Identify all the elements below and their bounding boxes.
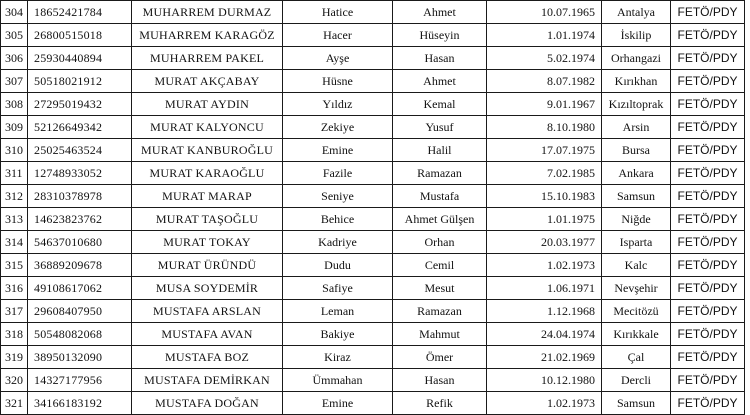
father-name-cell: Halil — [393, 139, 487, 162]
full-name-cell: MURAT KANBUROĞLU — [132, 139, 283, 162]
mother-name-cell: Fazile — [283, 162, 393, 185]
mother-name-cell: Yıldız — [283, 93, 393, 116]
full-name-cell: MURAT TAŞOĞLU — [132, 208, 283, 231]
birth-date-cell: 8.07.1982 — [487, 70, 602, 93]
row-number-cell: 309 — [1, 116, 28, 139]
mother-name-cell: Zekiye — [283, 116, 393, 139]
full-name-cell: MURAT MARAP — [132, 185, 283, 208]
id-number-cell: 12748933052 — [28, 162, 132, 185]
table-row — [1, 346, 745, 369]
table-row — [1, 208, 745, 231]
organization-cell: FETÖ/PDY — [671, 162, 745, 185]
birth-date-cell: 1.12.1968 — [487, 300, 602, 323]
birth-date-cell: 8.10.1980 — [487, 116, 602, 139]
full-name-cell: MUSTAFA AVAN — [132, 323, 283, 346]
birth-date-cell: 1.01.1974 — [487, 24, 602, 47]
organization-cell: FETÖ/PDY — [671, 24, 745, 47]
organization-cell: FETÖ/PDY — [671, 369, 745, 392]
father-name-cell: Hüseyin — [393, 24, 487, 47]
full-name-cell: MURAT KALYONCU — [132, 116, 283, 139]
father-name-cell: Ramazan — [393, 162, 487, 185]
organization-cell: FETÖ/PDY — [671, 185, 745, 208]
birth-place-cell: Niğde — [602, 208, 671, 231]
mother-name-cell: Ayşe — [283, 47, 393, 70]
birth-place-cell: Samsun — [602, 392, 671, 415]
table-row — [1, 70, 745, 93]
id-number-cell: 26800515018 — [28, 24, 132, 47]
father-name-cell: Ahmet Gülşen — [393, 208, 487, 231]
father-name-cell: Kemal — [393, 93, 487, 116]
table-row — [1, 231, 745, 254]
birth-date-cell: 10.12.1980 — [487, 369, 602, 392]
birth-date-cell: 1.02.1973 — [487, 254, 602, 277]
father-name-cell: Mesut — [393, 277, 487, 300]
row-number-cell: 315 — [1, 254, 28, 277]
father-name-cell: Hasan — [393, 369, 487, 392]
row-number-cell: 314 — [1, 231, 28, 254]
birth-place-cell: Dercli — [602, 369, 671, 392]
id-number-cell: 36889209678 — [28, 254, 132, 277]
full-name-cell: MUSTAFA BOZ — [132, 346, 283, 369]
mother-name-cell: Seniye — [283, 185, 393, 208]
row-number-cell: 310 — [1, 139, 28, 162]
table-row — [1, 93, 745, 116]
table-body — [1, 1, 745, 415]
full-name-cell: MUSA SOYDEMİR — [132, 277, 283, 300]
organization-cell: FETÖ/PDY — [671, 116, 745, 139]
full-name-cell: MURAT AKÇABAY — [132, 70, 283, 93]
birth-date-cell: 1.06.1971 — [487, 277, 602, 300]
father-name-cell: Ahmet — [393, 1, 487, 24]
birth-place-cell: Mecitözü — [602, 300, 671, 323]
full-name-cell: MUHARREM DURMAZ — [132, 1, 283, 24]
id-number-cell: 50518021912 — [28, 70, 132, 93]
table-row — [1, 139, 745, 162]
birth-place-cell: Kırıkkale — [602, 323, 671, 346]
birth-place-cell: Kırıkhan — [602, 70, 671, 93]
id-number-cell: 29608407950 — [28, 300, 132, 323]
full-name-cell: MUHARREM KARAGÖZ — [132, 24, 283, 47]
row-number-cell: 318 — [1, 323, 28, 346]
birth-place-cell: İskilip — [602, 24, 671, 47]
table-row — [1, 162, 745, 185]
table-row — [1, 1, 745, 24]
birth-place-cell: Orhangazi — [602, 47, 671, 70]
table-row — [1, 47, 745, 70]
row-number-cell: 305 — [1, 24, 28, 47]
father-name-cell: Mustafa — [393, 185, 487, 208]
mother-name-cell: Emine — [283, 392, 393, 415]
mother-name-cell: Leman — [283, 300, 393, 323]
organization-cell: FETÖ/PDY — [671, 392, 745, 415]
row-number-cell: 317 — [1, 300, 28, 323]
row-number-cell: 311 — [1, 162, 28, 185]
father-name-cell: Ahmet — [393, 70, 487, 93]
row-number-cell: 306 — [1, 47, 28, 70]
id-number-cell: 25025463524 — [28, 139, 132, 162]
id-number-cell: 50548082068 — [28, 323, 132, 346]
table-row — [1, 300, 745, 323]
organization-cell: FETÖ/PDY — [671, 70, 745, 93]
birth-place-cell: Çal — [602, 346, 671, 369]
birth-place-cell: Kızıltoprak — [602, 93, 671, 116]
organization-cell: FETÖ/PDY — [671, 300, 745, 323]
birth-date-cell: 24.04.1974 — [487, 323, 602, 346]
id-number-cell: 18652421784 — [28, 1, 132, 24]
table-row — [1, 24, 745, 47]
organization-cell: FETÖ/PDY — [671, 231, 745, 254]
mother-name-cell: Hatice — [283, 1, 393, 24]
birth-date-cell: 15.10.1983 — [487, 185, 602, 208]
organization-cell: FETÖ/PDY — [671, 47, 745, 70]
birth-date-cell: 17.07.1975 — [487, 139, 602, 162]
row-number-cell: 308 — [1, 93, 28, 116]
birth-date-cell: 10.07.1965 — [487, 1, 602, 24]
id-number-cell: 54637010680 — [28, 231, 132, 254]
organization-cell: FETÖ/PDY — [671, 208, 745, 231]
row-number-cell: 312 — [1, 185, 28, 208]
table-row — [1, 116, 745, 139]
full-name-cell: MURAT TOKAY — [132, 231, 283, 254]
mother-name-cell: Dudu — [283, 254, 393, 277]
full-name-cell: MUSTAFA DOĞAN — [132, 392, 283, 415]
row-number-cell: 316 — [1, 277, 28, 300]
mother-name-cell: Emine — [283, 139, 393, 162]
father-name-cell: Yusuf — [393, 116, 487, 139]
father-name-cell: Refik — [393, 392, 487, 415]
mother-name-cell: Kadriye — [283, 231, 393, 254]
father-name-cell: Hasan — [393, 47, 487, 70]
mother-name-cell: Hacer — [283, 24, 393, 47]
row-number-cell: 321 — [1, 392, 28, 415]
birth-date-cell: 7.02.1985 — [487, 162, 602, 185]
father-name-cell: Orhan — [393, 231, 487, 254]
full-name-cell: MUHARREM PAKEL — [132, 47, 283, 70]
id-number-cell: 25930440894 — [28, 47, 132, 70]
birth-date-cell: 21.02.1969 — [487, 346, 602, 369]
father-name-cell: Ramazan — [393, 300, 487, 323]
full-name-cell: MURAT KARAOĞLU — [132, 162, 283, 185]
birth-place-cell: Nevşehir — [602, 277, 671, 300]
full-name-cell: MURAT AYDIN — [132, 93, 283, 116]
table-row — [1, 323, 745, 346]
mother-name-cell: Ümmahan — [283, 369, 393, 392]
birth-place-cell: Isparta — [602, 231, 671, 254]
birth-date-cell: 20.03.1977 — [487, 231, 602, 254]
organization-cell: FETÖ/PDY — [671, 139, 745, 162]
organization-cell: FETÖ/PDY — [671, 323, 745, 346]
birth-date-cell: 1.02.1973 — [487, 392, 602, 415]
birth-date-cell: 5.02.1974 — [487, 47, 602, 70]
table-row — [1, 369, 745, 392]
id-number-cell: 27295019432 — [28, 93, 132, 116]
full-name-cell: MUSTAFA DEMİRKAN — [132, 369, 283, 392]
row-number-cell: 307 — [1, 70, 28, 93]
father-name-cell: Cemil — [393, 254, 487, 277]
full-name-cell: MURAT ÜRÜNDÜ — [132, 254, 283, 277]
table-row — [1, 185, 745, 208]
birth-date-cell: 9.01.1967 — [487, 93, 602, 116]
id-number-cell: 28310378978 — [28, 185, 132, 208]
birth-place-cell: Ankara — [602, 162, 671, 185]
table-row — [1, 277, 745, 300]
row-number-cell: 319 — [1, 346, 28, 369]
mother-name-cell: Bakiye — [283, 323, 393, 346]
mother-name-cell: Kiraz — [283, 346, 393, 369]
row-number-cell: 313 — [1, 208, 28, 231]
organization-cell: FETÖ/PDY — [671, 346, 745, 369]
mother-name-cell: Behice — [283, 208, 393, 231]
table-row — [1, 392, 745, 415]
father-name-cell: Mahmut — [393, 323, 487, 346]
organization-cell: FETÖ/PDY — [671, 254, 745, 277]
father-name-cell: Ömer — [393, 346, 487, 369]
row-number-cell: 304 — [1, 1, 28, 24]
id-number-cell: 38950132090 — [28, 346, 132, 369]
birth-place-cell: Arsin — [602, 116, 671, 139]
id-number-cell: 14327177956 — [28, 369, 132, 392]
mother-name-cell: Safiye — [283, 277, 393, 300]
row-number-cell: 320 — [1, 369, 28, 392]
birth-place-cell: Samsun — [602, 185, 671, 208]
birth-place-cell: Bursa — [602, 139, 671, 162]
birth-date-cell: 1.01.1975 — [487, 208, 602, 231]
organization-cell: FETÖ/PDY — [671, 277, 745, 300]
organization-cell: FETÖ/PDY — [671, 1, 745, 24]
organization-cell: FETÖ/PDY — [671, 93, 745, 116]
id-number-cell: 34166183192 — [28, 392, 132, 415]
table-row — [1, 254, 745, 277]
id-number-cell: 49108617062 — [28, 277, 132, 300]
id-number-cell: 52126649342 — [28, 116, 132, 139]
id-number-cell: 14623823762 — [28, 208, 132, 231]
mother-name-cell: Hüsne — [283, 70, 393, 93]
full-name-cell: MUSTAFA ARSLAN — [132, 300, 283, 323]
birth-place-cell: Antalya — [602, 1, 671, 24]
birth-place-cell: Kalc — [602, 254, 671, 277]
